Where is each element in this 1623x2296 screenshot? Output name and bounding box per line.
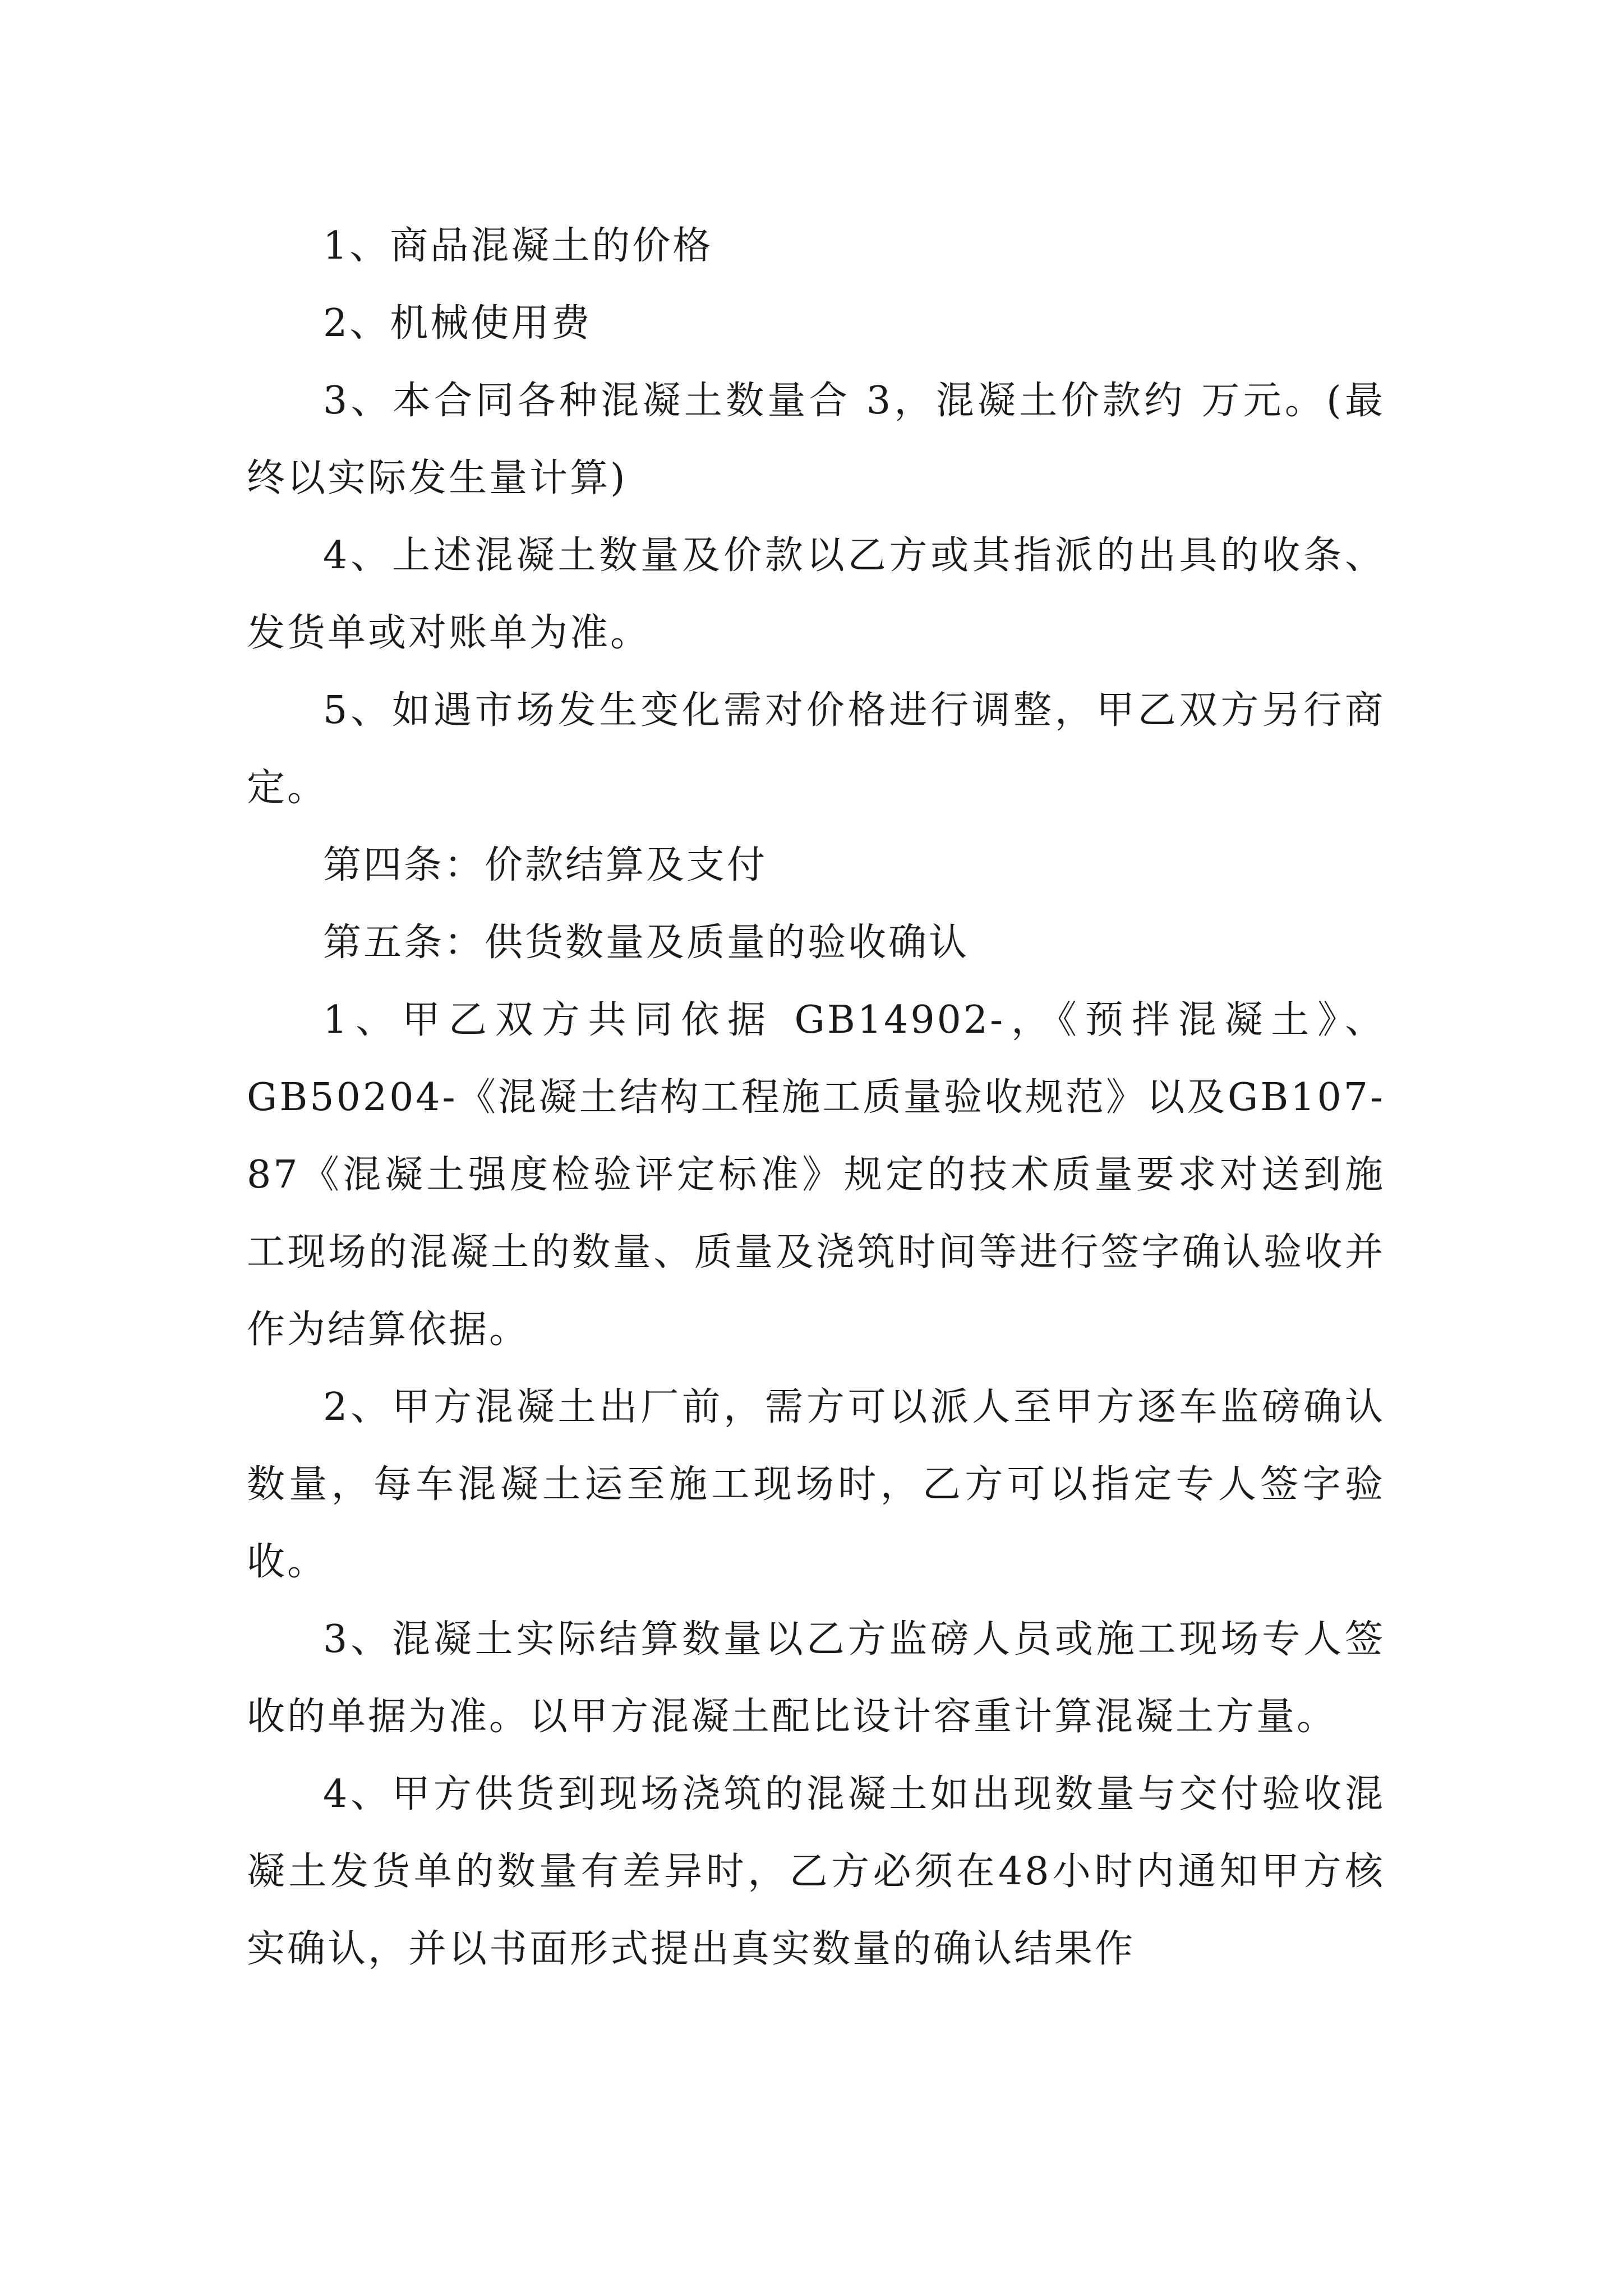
paragraph-price-item-1: 1、商品混凝土的价格 <box>323 224 713 268</box>
paragraph-price-item-2: 2、机械使用费 <box>323 301 592 346</box>
paragraph-acceptance-item-1: 1、甲乙双方共同依据 GB14902-，《预拌混凝土》、GB50204-《混凝土结构工程施工质量验收规范》以及GB107-87《混凝土强度检验评定标准》规定的技术质量要求对送到施工现场的混凝土的数量、质量及浇筑时间等进行签字确认验收并作为结算依据。 <box>247 998 1385 1352</box>
article-4-heading: 第四条：价款结算及支付 <box>323 843 768 887</box>
paragraph-acceptance-item-2: 2、甲方混凝土出厂前，需方可以派人至甲方逐车监磅确认数量，每车混凝土运至施工现场时，乙方可以指定专人签字验收。 <box>247 1385 1385 1584</box>
document-body <box>247 208 1385 1988</box>
paragraph-acceptance-item-3: 3、混凝土实际结算数量以乙方监磅人员或施工现场专人签收的单据为准。以甲方混凝土配比设计容重计算混凝土方量。 <box>247 1617 1385 1739</box>
paragraph-price-item-3: 3、本合同各种混凝土数量合 3，混凝土价款约 万元。(最终以实际发生量计算) <box>247 379 1385 500</box>
paragraph-acceptance-item-4: 4、甲方供货到现场浇筑的混凝土如出现数量与交付验收混凝土发货单的数量有差异时，乙方必须在48小时内通知甲方核实确认，并以书面形式提出真实数量的确认结果作 <box>247 1772 1385 1971</box>
paragraph-price-item-4: 4、上述混凝土数量及价款以乙方或其指派的出具的收条、发货单或对账单为准。 <box>247 533 1385 655</box>
paragraph-price-item-5: 5、如遇市场发生变化需对价格进行调整，甲乙双方另行商定。 <box>247 688 1385 810</box>
article-5-heading: 第五条：供货数量及质量的验收确认 <box>323 921 970 965</box>
